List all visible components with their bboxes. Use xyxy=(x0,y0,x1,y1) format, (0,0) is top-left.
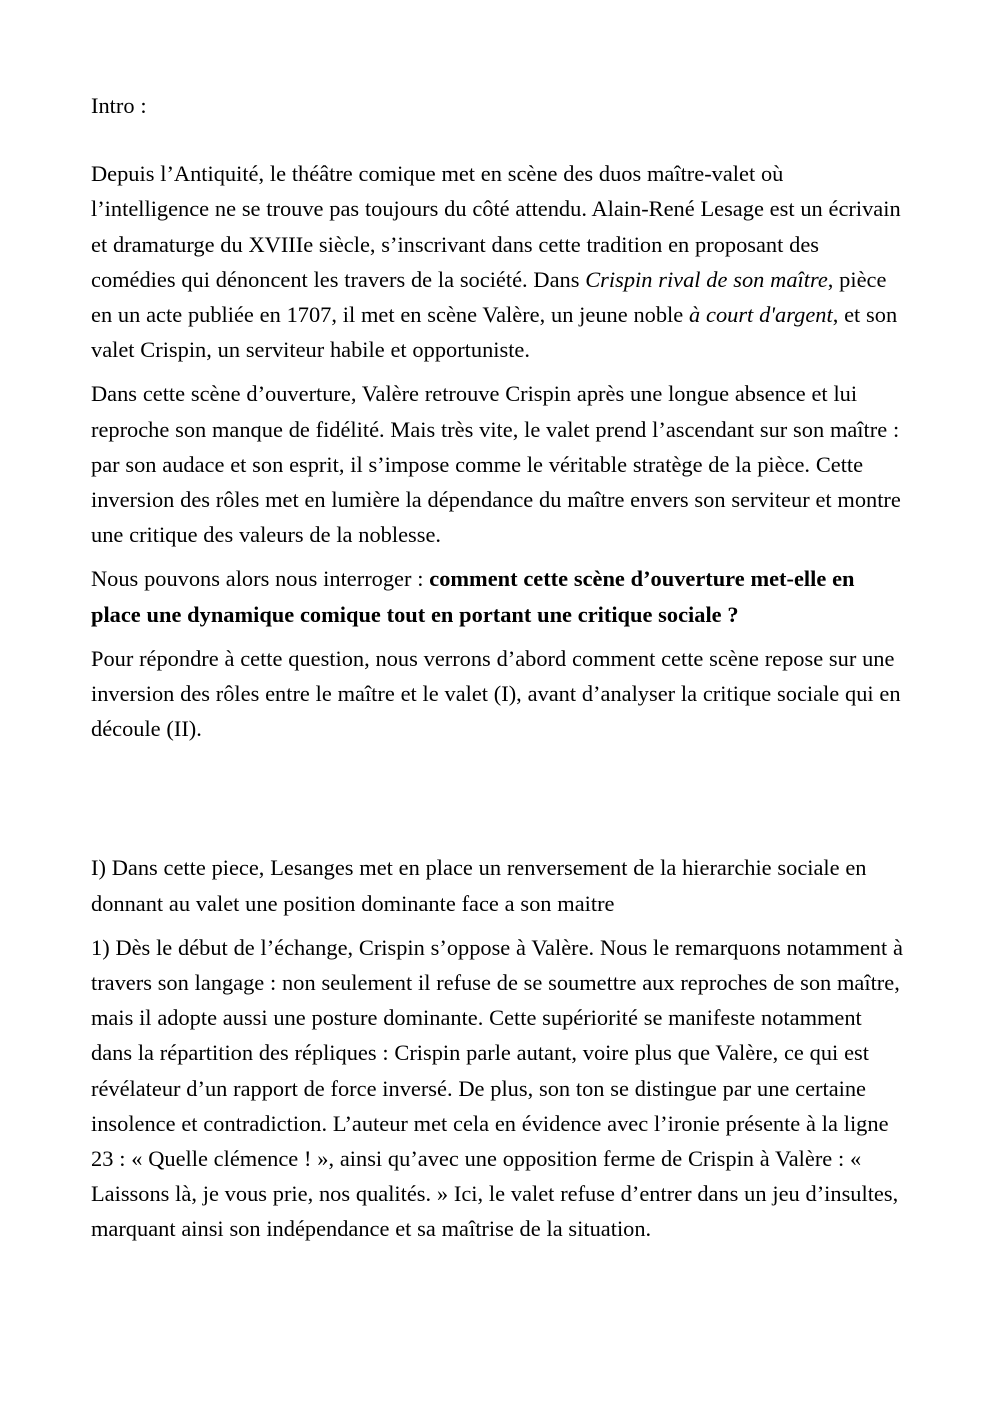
problematique-lead-in: Nous pouvons alors nous interroger : xyxy=(91,566,430,592)
intro-paragraph-1-part-a: Depuis l’Antiquité, le théâtre comique met en scène des duos maître-valet où l’intelligence ne se trouve pas toujours du côté attendu. Alain-René Lesage est un écrivain et dramaturge du XVIIIe siècle, s’inscrivant dans cette tradition en proposant des comédies qui dénoncent les travers de la société. Dans xyxy=(91,161,901,292)
quote-a-court-dargent: à court d'argent xyxy=(689,302,833,328)
work-title-crispin-rival-de-son-maitre: Crispin rival de son maître xyxy=(585,266,828,292)
part-one-heading: I) Dans cette piece, Lesanges met en place un renversement de la hierarchie sociale en donnant au valet une position dominante face a son maitre xyxy=(91,855,867,916)
problematique-question: comment cette scène d’ouverture met-elle en place une dynamique comique tout en portant une critique sociale ? xyxy=(91,566,855,627)
intro-paragraph-1 xyxy=(91,156,903,367)
announce-plan-paragraph: Pour répondre à cette question, nous verrons d’abord comment cette scène repose sur une inversion des rôles entre le maître et le valet (I), avant d’analyser la critique sociale qui en découle (II). xyxy=(91,645,901,742)
part-one-subsection-1: 1) Dès le début de l’échange, Crispin s’oppose à Valère. Nous le remarquons notamment à travers son langage : non seulement il refuse de se soumettre aux reproches de son maître, mais il adopte aussi une posture dominante. Cette supériorité se manifeste notamment dans la répartition des répliques : Crispin parle autant, voire plus que Valère, ce qui est révélateur d’un rapport de force inversé. De plus, son ton se distingue par une certaine insolence et contradiction. L’auteur met cela en évidence avec l’ironie présente à la ligne 23 : « Quelle clémence ! », ainsi qu’avec une opposition ferme de Crispin à Valère : « Laissons là, je vous prie, nos qualités. » Ici, le valet refuse d’entrer dans un jeu d’insultes, marquant ainsi son indépendance et sa maîtrise de la situation. xyxy=(91,934,903,1242)
document-text-body xyxy=(91,88,903,1247)
intro-paragraph-1-part-b: , pièce en un acte publiée en 1707, il met en scène Valère, un jeune noble xyxy=(91,266,887,328)
intro-paragraph-2: Dans cette scène d’ouverture, Valère retrouve Crispin après une longue absence et lui reproche son manque de fidélité. Mais très vite, le valet prend l’ascendant sur son maître : par son audace et son esprit, il s’impose comme le véritable stratège de la pièce. Cette inversion des rôles met en lumière la dépendance du maître envers son serviteur et montre une critique des valeurs de la noblesse. xyxy=(91,381,901,548)
intro-label: Intro : xyxy=(91,93,147,118)
problematique-paragraph xyxy=(91,561,903,631)
intro-paragraph-1-part-c: , et son valet Crispin, un serviteur habile et opportuniste. xyxy=(91,302,898,363)
